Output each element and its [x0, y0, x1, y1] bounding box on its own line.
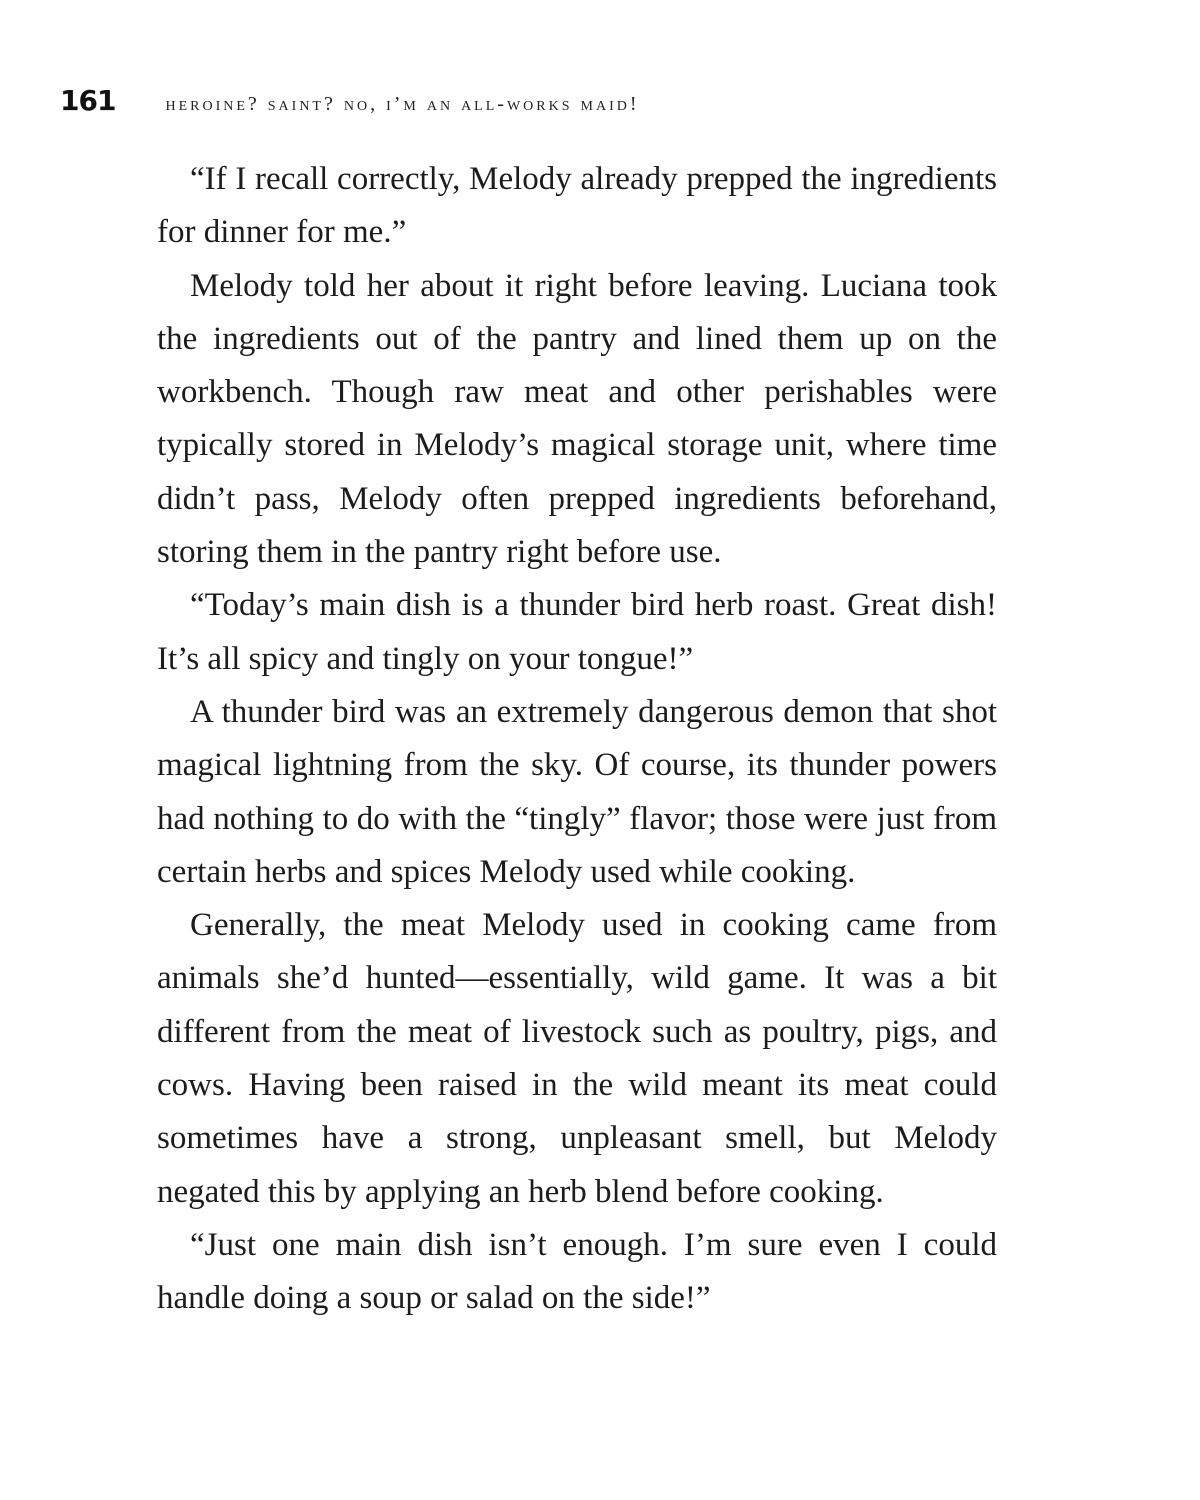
paragraph: “Just one main dish isn’t enough. I’m sure even I could handle doing a soup or salad on the side!”: [157, 1226, 997, 1317]
page-number: 161: [60, 84, 116, 117]
paragraph: Generally, the meat Melody used in cooking came from animals she’d hunted—essentially, wild game. It was a bit different from the meat of livestock such as poultry, pigs, and cows. Having been raised in the wild meant its meat could sometimes have a strong, unpleasant smell, but Melody negated this by applying an herb blend before cooking.: [157, 907, 997, 1210]
paragraph: “If I recall correctly, Melody already prepped the ingredients for dinner for me.”: [157, 161, 997, 251]
paragraph: A thunder bird was an extremely dangerous demon that shot magical lightning from the sky. Of course, its thunder powers had nothing to do with the “tingly” flavor; those were just from certain herbs and spices Melody used while cooking.: [157, 693, 997, 890]
running-head: [60, 84, 640, 120]
paragraph: “Today’s main dish is a thunder bird herb roast. Great dish! It’s all spicy and tingly on your tongue!”: [157, 587, 997, 677]
paragraph: Melody told her about it right before leaving. Luciana took the ingredients out of the pantry and lined them up on the workbench. Though raw meat and other perishables were typically stored in Melody’s magical storage unit, where time didn’t pass, Melody often prepped ingredients beforehand, storing them in the pantry right before use.: [157, 267, 997, 571]
book-title: heroine? saint? no, i’m an all-works maid!: [165, 93, 640, 115]
body-text: [157, 153, 997, 1326]
